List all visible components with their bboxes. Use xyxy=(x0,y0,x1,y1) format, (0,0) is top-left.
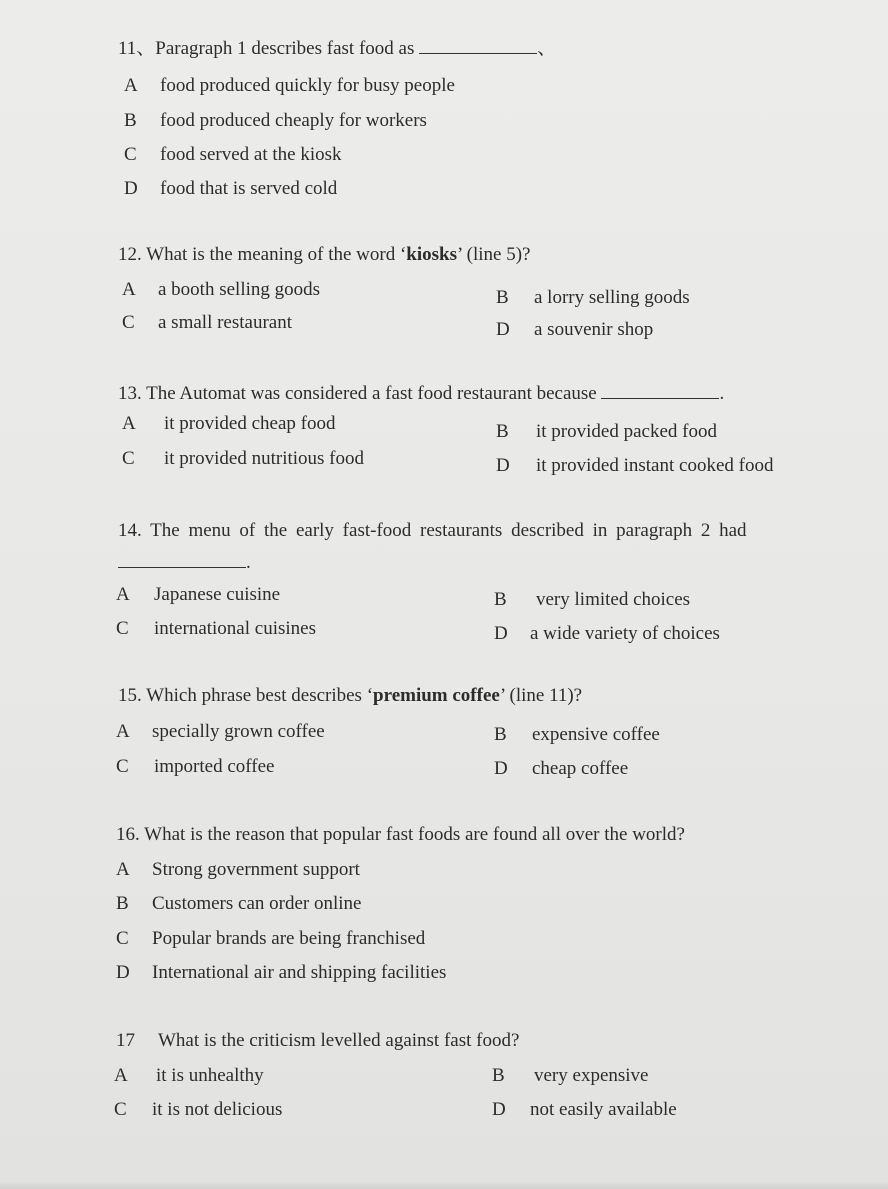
option-b: B a lorry selling goods xyxy=(496,287,690,308)
option-a: A a booth selling goods xyxy=(122,279,321,300)
question-12 xyxy=(118,244,531,266)
option-b: B food produced cheaply for workers xyxy=(124,110,427,131)
option-c: C it provided nutritious food xyxy=(122,448,365,469)
option-c: C a small restaurant xyxy=(122,312,293,333)
option-a: A Strong government support xyxy=(116,859,360,880)
answer-blank xyxy=(419,52,537,54)
question-text: Which phrase best describes ‘ xyxy=(146,685,374,706)
question-number: 12. xyxy=(118,244,142,265)
question-14-blank-line xyxy=(118,552,251,574)
question-text: What is the meaning of the word ‘ xyxy=(146,244,407,265)
option-a: A it provided cheap food xyxy=(122,413,336,434)
option-b: B expensive coffee xyxy=(494,724,660,745)
question-text-end: ’ (line 5)? xyxy=(457,244,531,265)
option-d: D a souvenir shop xyxy=(496,319,654,340)
option-b: B Customers can order online xyxy=(116,893,362,914)
question-text: The menu of the early fast-food restaurants described in paragraph 2 had xyxy=(150,520,747,541)
option-a: A specially grown coffee xyxy=(116,721,325,742)
question-number: 14. xyxy=(118,520,142,541)
question-text: Paragraph 1 describes fast food as xyxy=(155,38,415,59)
question-15 xyxy=(118,685,582,707)
question-end-mark: . xyxy=(719,383,725,404)
question-number: 13. xyxy=(118,383,142,404)
question-text: The Automat was considered a fast food restaurant because xyxy=(146,383,597,404)
option-d: D not easily available xyxy=(492,1099,677,1120)
option-a: A Japanese cuisine xyxy=(116,584,281,605)
option-d: D it provided instant cooked food xyxy=(496,455,774,476)
option-c: C imported coffee xyxy=(116,756,275,777)
question-text-end: ’ (line 11)? xyxy=(499,685,583,706)
option-d: D International air and shipping facilities xyxy=(116,962,447,983)
question-number: 11、 xyxy=(118,38,156,59)
question-number: 15. xyxy=(118,685,142,706)
option-c: C food served at the kiosk xyxy=(124,144,342,165)
question-13 xyxy=(118,383,724,405)
answer-blank xyxy=(601,397,719,399)
question-16 xyxy=(116,824,685,846)
option-d: D food that is served cold xyxy=(124,178,338,199)
option-b: B it provided packed food xyxy=(496,421,717,442)
option-c: C Popular brands are being franchised xyxy=(116,928,426,949)
question-number: 17 xyxy=(116,1030,135,1051)
question-17 xyxy=(116,1030,519,1052)
question-11 xyxy=(118,38,556,60)
option-b: B very limited choices xyxy=(494,589,691,610)
option-d: D a wide variety of choices xyxy=(494,623,720,644)
option-b: B very expensive xyxy=(492,1065,649,1086)
option-c: C international cuisines xyxy=(116,618,316,639)
question-keyword: premium coffee xyxy=(373,685,500,706)
question-end-mark: 、 xyxy=(537,38,557,59)
answer-blank xyxy=(118,566,246,568)
question-end-mark: . xyxy=(246,552,251,573)
page-edge-shadow xyxy=(0,1181,888,1189)
question-14 xyxy=(118,520,747,542)
question-number: 16. xyxy=(116,824,140,845)
option-c: C it is not delicious xyxy=(114,1099,283,1120)
option-a: A food produced quickly for busy people xyxy=(124,75,455,96)
question-keyword: kiosks xyxy=(406,244,457,265)
question-text: What is the criticism levelled against fast food? xyxy=(158,1030,520,1051)
option-a: A it is unhealthy xyxy=(114,1065,264,1086)
question-text: What is the reason that popular fast foods are found all over the world? xyxy=(144,824,685,845)
option-d: D cheap coffee xyxy=(494,758,629,779)
